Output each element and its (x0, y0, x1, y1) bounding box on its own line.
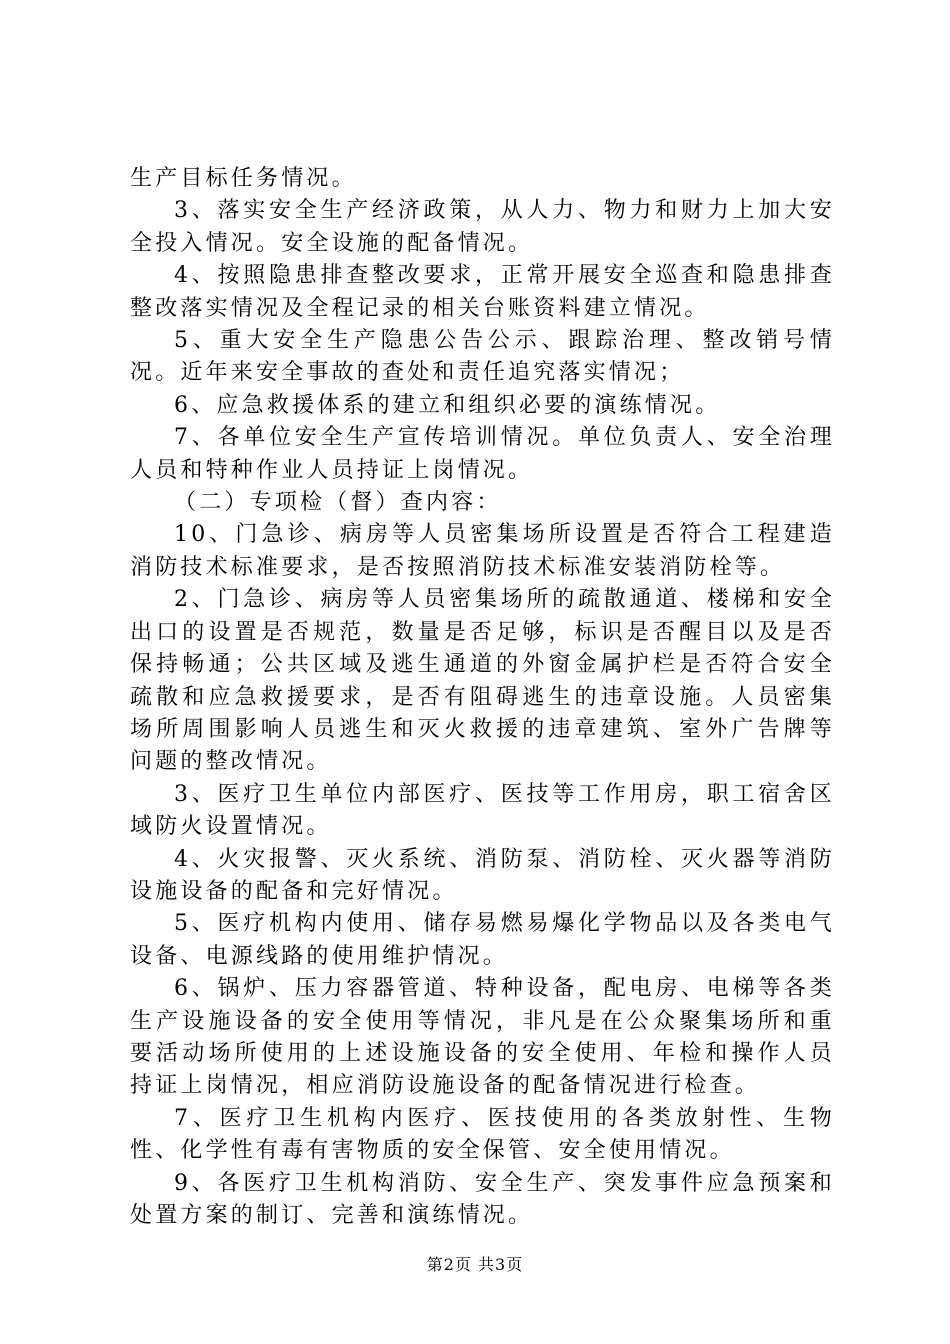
paragraph-continuation: 生产目标任务情况。 (130, 166, 357, 191)
paragraph-item-6: 6、应急救援体系的建立和组织必要的演练情况。 (174, 392, 721, 418)
page-number-footer: 第2页 共3页 (426, 1255, 524, 1274)
paragraph-special-10: 10、门急诊、病房等人员密集场所设置是否符合工程建造消防技术标准要求，是否按照消防技术标准安装消防栓等。 (130, 522, 835, 580)
paragraph-special-5: 5、医疗机构内使用、储存易燃易爆化学物品以及各类电气设备、电源线路的使用维护情况。 (130, 911, 835, 969)
paragraph-special-4: 4、火灾报警、灭火系统、消防泵、消防栓、灭火器等消防设施设备的配备和完好情况。 (130, 846, 835, 904)
paragraph-item-4: 4、按照隐患排查整改要求，正常开展安全巡查和隐患排查整改落实情况及全程记录的相关台账资料建立情况。 (130, 263, 835, 321)
paragraph-item-3: 3、落实安全生产经济政策，从人力、物力和财力上加大安全投入情况。安全设施的配备情况。 (130, 198, 835, 256)
paragraph-special-3: 3、医疗卫生单位内部医疗、医技等工作用房，职工宿舍区域防火设置情况。 (130, 781, 835, 840)
document-body (130, 163, 835, 1232)
paragraph-special-6: 6、锅炉、压力容器管道、特种设备，配电房、电梯等各类生产设施设备的安全使用等情况，非凡是在公众聚集场所和重要活动场所使用的上述设施设备的安全使用、年检和操作人员持证上岗情况，相应消防设施设备的配备情况进行检查。 (130, 976, 835, 1099)
paragraph-item-7: 7、各单位安全生产宣传培训情况。单位负责人、安全治理人员和特种作业人员持证上岗情况。 (130, 425, 835, 483)
paragraph-special-9: 9、各医疗卫生机构消防、安全生产、突发事件应急预案和处置方案的制订、完善和演练情况。 (130, 1170, 835, 1228)
paragraph-item-5: 5、重大安全生产隐患公告公示、跟踪治理、整改销号情况。近年来安全事故的查处和责任追究落实情况； (130, 328, 835, 386)
paragraph-special-7: 7、医疗卫生机构内医疗、医技使用的各类放射性、生物性、化学性有毒有害物质的安全保管、安全使用情况。 (130, 1105, 835, 1164)
section-heading-special-inspection: （二）专项检（督）查内容： (174, 490, 502, 516)
paragraph-special-2: 2、门急诊、病房等人员密集场所的疏散通道、楼梯和安全出口的设置是否规范，数量是否足够，标识是否醒目以及是否保持畅通；公共区域及逃生通道的外窗金属护栏是否符合安全疏散和应急救援要求，是否有阻碍逃生的违章设施。人员密集场所周围影响人员逃生和灭火救援的违章建筑、室外广告牌等问题的整改情况。 (130, 587, 835, 775)
